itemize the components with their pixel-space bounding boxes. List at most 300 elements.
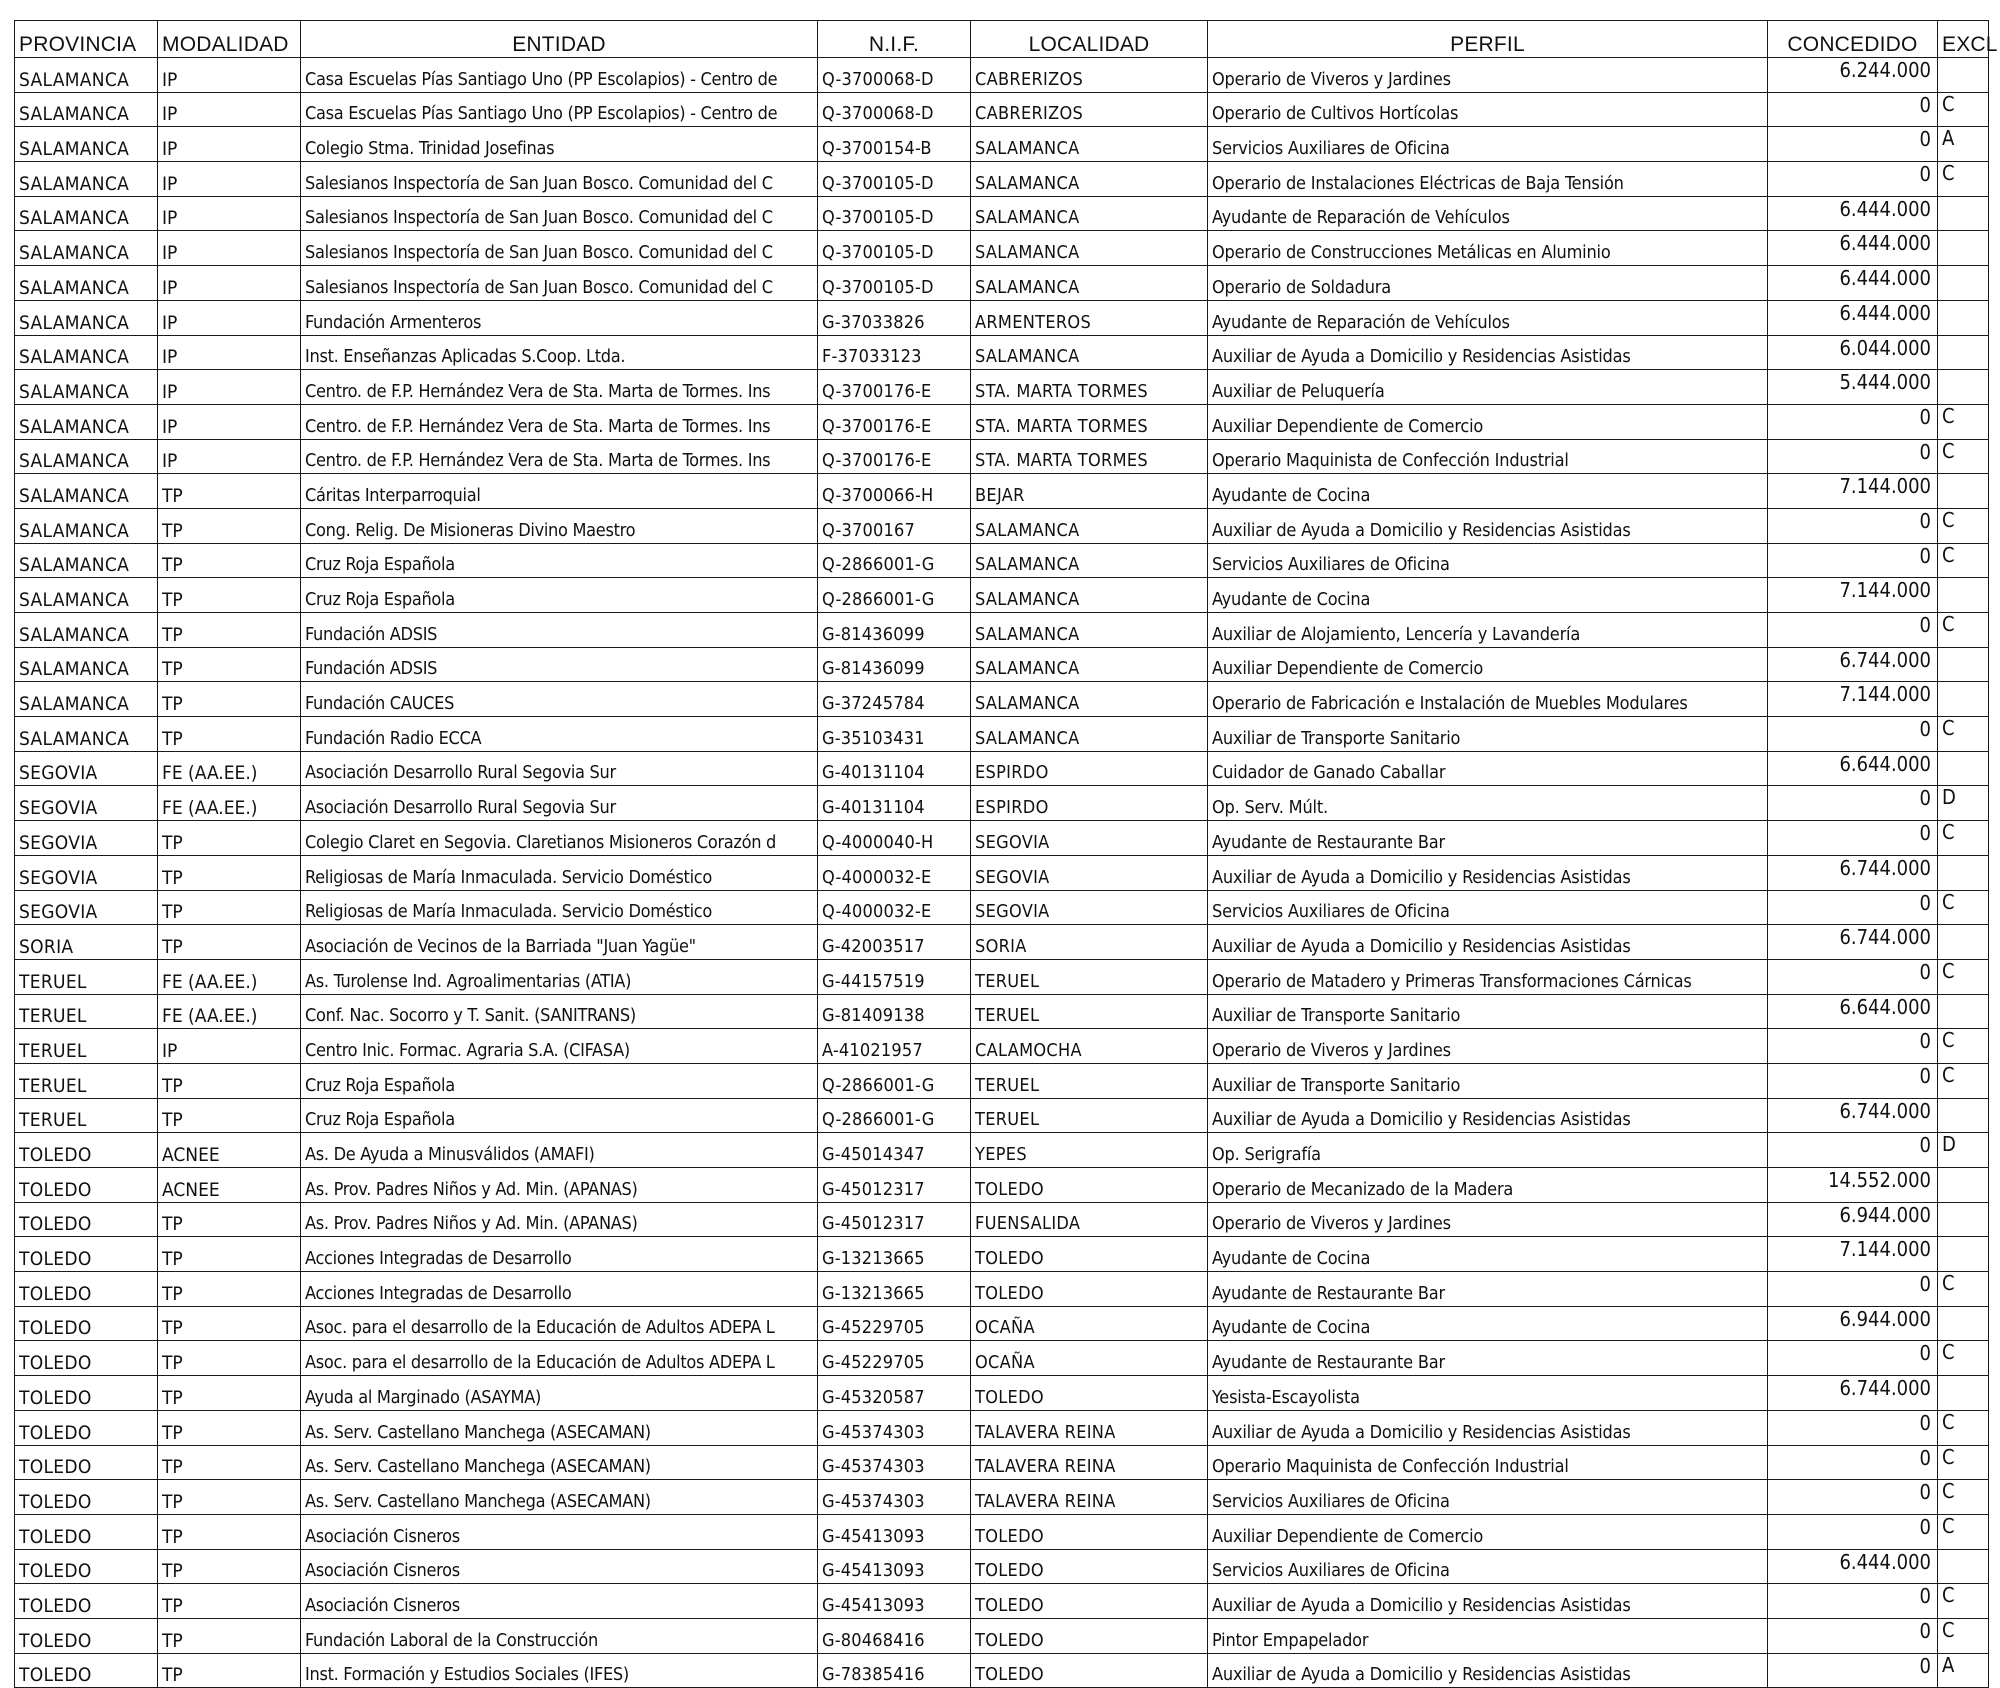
cell-provincia: TOLEDO <box>15 1341 158 1376</box>
cell-modalidad: TP <box>158 821 301 856</box>
cell-modalidad: TP <box>158 682 301 717</box>
cell-entidad: As. Prov. Padres Niños y Ad. Min. (APANAS) <box>301 1168 818 1203</box>
cell-nif: Q-3700066-H <box>818 474 971 509</box>
cell-concedido: 6.744.000 <box>1768 1376 1938 1411</box>
cell-perfil: Ayudante de Cocina <box>1208 474 1768 509</box>
cell-excl <box>1938 231 1989 266</box>
cell-concedido: 0 <box>1768 543 1938 578</box>
cell-perfil: Operario de Viveros y Jardines <box>1208 1202 1768 1237</box>
cell-provincia: SALAMANCA <box>15 300 158 335</box>
cell-perfil: Ayudante de Cocina <box>1208 1306 1768 1341</box>
cell-modalidad: TP <box>158 647 301 682</box>
cell-localidad: SALAMANCA <box>971 196 1208 231</box>
cell-localidad: ESPIRDO <box>971 751 1208 786</box>
table-row <box>15 231 1989 266</box>
cell-modalidad: TP <box>158 1618 301 1653</box>
cell-localidad: SALAMANCA <box>971 717 1208 752</box>
header-nif: N.I.F. <box>818 21 971 58</box>
cell-modalidad: IP <box>158 162 301 197</box>
cell-entidad: Religiosas de María Inmaculada. Servicio Doméstico <box>301 855 818 890</box>
cell-excl <box>1938 578 1989 613</box>
cell-nif: Q-3700167 <box>818 508 971 543</box>
cell-provincia: SALAMANCA <box>15 231 158 266</box>
cell-nif: Q-3700105-D <box>818 196 971 231</box>
table-row <box>15 1133 1989 1168</box>
cell-excl: C <box>1938 92 1989 127</box>
cell-localidad: OCAÑA <box>971 1341 1208 1376</box>
cell-concedido: 0 <box>1768 508 1938 543</box>
cell-nif: Q-2866001-G <box>818 578 971 613</box>
cell-concedido: 0 <box>1768 1063 1938 1098</box>
cell-modalidad: IP <box>158 370 301 405</box>
header-excl: EXCL <box>1938 21 1989 58</box>
cell-excl <box>1938 1202 1989 1237</box>
cell-provincia: SEGOVIA <box>15 751 158 786</box>
cell-entidad: Asociación Cisneros <box>301 1584 818 1619</box>
table-row <box>15 1306 1989 1341</box>
cell-localidad: YEPES <box>971 1133 1208 1168</box>
cell-entidad: Asoc. para el desarrollo de la Educación de Adultos ADEPA L <box>301 1306 818 1341</box>
cell-entidad: Ayuda al Marginado (ASAYMA) <box>301 1376 818 1411</box>
cell-provincia: TOLEDO <box>15 1549 158 1584</box>
header-localidad: LOCALIDAD <box>971 21 1208 58</box>
table-row <box>15 890 1989 925</box>
cell-excl: C <box>1938 1618 1989 1653</box>
cell-perfil: Ayudante de Cocina <box>1208 1237 1768 1272</box>
table-row <box>15 821 1989 856</box>
table-row <box>15 1168 1989 1203</box>
cell-modalidad: IP <box>158 1029 301 1064</box>
table-row <box>15 1376 1989 1411</box>
table-row <box>15 58 1989 93</box>
cell-localidad: OCAÑA <box>971 1306 1208 1341</box>
cell-modalidad: TP <box>158 925 301 960</box>
cell-perfil: Auxiliar de Ayuda a Domicilio y Residencias Asistidas <box>1208 925 1768 960</box>
cell-modalidad: IP <box>158 439 301 474</box>
cell-localidad: STA. MARTA TORMES <box>971 404 1208 439</box>
cell-localidad: STA. MARTA TORMES <box>971 439 1208 474</box>
cell-excl: C <box>1938 439 1989 474</box>
cell-nif: G-45374303 <box>818 1445 971 1480</box>
table-row <box>15 647 1989 682</box>
cell-modalidad: IP <box>158 231 301 266</box>
cell-provincia: SALAMANCA <box>15 370 158 405</box>
cell-localidad: SALAMANCA <box>971 508 1208 543</box>
cell-localidad: TOLEDO <box>971 1237 1208 1272</box>
cell-entidad: Acciones Integradas de Desarrollo <box>301 1237 818 1272</box>
cell-provincia: SEGOVIA <box>15 821 158 856</box>
cell-provincia: TOLEDO <box>15 1237 158 1272</box>
cell-excl <box>1938 300 1989 335</box>
cell-provincia: SEGOVIA <box>15 855 158 890</box>
cell-concedido: 0 <box>1768 821 1938 856</box>
cell-localidad: SALAMANCA <box>971 231 1208 266</box>
cell-provincia: SALAMANCA <box>15 682 158 717</box>
cell-entidad: Asociación Desarrollo Rural Segovia Sur <box>301 751 818 786</box>
cell-concedido: 6.444.000 <box>1768 300 1938 335</box>
table-row <box>15 1514 1989 1549</box>
table-row <box>15 751 1989 786</box>
cell-excl: C <box>1938 1584 1989 1619</box>
cell-concedido: 0 <box>1768 1618 1938 1653</box>
cell-concedido: 6.944.000 <box>1768 1306 1938 1341</box>
table-header <box>15 21 1998 58</box>
cell-entidad: Centro Inic. Formac. Agraria S.A. (CIFASA) <box>301 1029 818 1064</box>
cell-excl <box>1938 682 1989 717</box>
cell-localidad: TOLEDO <box>971 1514 1208 1549</box>
cell-nif: G-45413093 <box>818 1584 971 1619</box>
cell-modalidad: TP <box>158 1410 301 1445</box>
cell-modalidad: TP <box>158 1480 301 1515</box>
cell-modalidad: TP <box>158 1098 301 1133</box>
cell-modalidad: TP <box>158 1341 301 1376</box>
cell-modalidad: TP <box>158 1514 301 1549</box>
cell-nif: G-45012317 <box>818 1168 971 1203</box>
table-row <box>15 474 1989 509</box>
cell-provincia: SALAMANCA <box>15 162 158 197</box>
cell-excl <box>1938 370 1989 405</box>
cell-modalidad: IP <box>158 127 301 162</box>
table-row <box>15 508 1989 543</box>
cell-perfil: Servicios Auxiliares de Oficina <box>1208 1480 1768 1515</box>
cell-localidad: TALAVERA REINA <box>971 1410 1208 1445</box>
cell-localidad: BEJAR <box>971 474 1208 509</box>
cell-excl: C <box>1938 1445 1989 1480</box>
table-row <box>15 1618 1989 1653</box>
cell-nif: G-40131104 <box>818 751 971 786</box>
cell-perfil: Auxiliar Dependiente de Comercio <box>1208 404 1768 439</box>
cell-entidad: Salesianos Inspectoría de San Juan Bosco. Comunidad del C <box>301 196 818 231</box>
cell-nif: G-44157519 <box>818 959 971 994</box>
cell-nif: G-81409138 <box>818 994 971 1029</box>
cell-concedido: 0 <box>1768 1410 1938 1445</box>
cell-entidad: Asociación Cisneros <box>301 1549 818 1584</box>
cell-entidad: As. Serv. Castellano Manchega (ASECAMAN) <box>301 1410 818 1445</box>
cell-excl: C <box>1938 1480 1989 1515</box>
cell-nif: Q-3700105-D <box>818 231 971 266</box>
cell-provincia: SALAMANCA <box>15 127 158 162</box>
cell-concedido: 7.144.000 <box>1768 474 1938 509</box>
cell-localidad: TERUEL <box>971 1063 1208 1098</box>
cell-provincia: SALAMANCA <box>15 196 158 231</box>
cell-localidad: SALAMANCA <box>971 266 1208 301</box>
cell-entidad: Colegio Stma. Trinidad Josefinas <box>301 127 818 162</box>
cell-excl: C <box>1938 404 1989 439</box>
cell-nif: Q-3700068-D <box>818 92 971 127</box>
cell-concedido: 0 <box>1768 1480 1938 1515</box>
cell-provincia: TOLEDO <box>15 1306 158 1341</box>
cell-excl: C <box>1938 890 1989 925</box>
cell-excl <box>1938 1098 1989 1133</box>
cell-perfil: Operario de Viveros y Jardines <box>1208 58 1768 93</box>
cell-localidad: TOLEDO <box>971 1168 1208 1203</box>
cell-modalidad: IP <box>158 58 301 93</box>
cell-perfil: Auxiliar de Transporte Sanitario <box>1208 717 1768 752</box>
cell-excl: C <box>1938 1063 1989 1098</box>
cell-perfil: Yesista-Escayolista <box>1208 1376 1768 1411</box>
cell-modalidad: TP <box>158 1202 301 1237</box>
cell-nif: Q-3700176-E <box>818 370 971 405</box>
cell-localidad: SALAMANCA <box>971 543 1208 578</box>
cell-entidad: Salesianos Inspectoría de San Juan Bosco. Comunidad del C <box>301 231 818 266</box>
table-row <box>15 335 1989 370</box>
cell-modalidad: FE (AA.EE.) <box>158 751 301 786</box>
cell-provincia: SALAMANCA <box>15 508 158 543</box>
cell-nif: Q-4000040-H <box>818 821 971 856</box>
cell-localidad: TERUEL <box>971 959 1208 994</box>
cell-modalidad: ACNEE <box>158 1133 301 1168</box>
cell-nif: G-42003517 <box>818 925 971 960</box>
cell-modalidad: TP <box>158 1445 301 1480</box>
cell-localidad: SALAMANCA <box>971 613 1208 648</box>
cell-modalidad: FE (AA.EE.) <box>158 959 301 994</box>
cell-entidad: Fundación ADSIS <box>301 647 818 682</box>
cell-provincia: SALAMANCA <box>15 578 158 613</box>
cell-concedido: 6.444.000 <box>1768 1549 1938 1584</box>
cell-excl: C <box>1938 613 1989 648</box>
cell-concedido: 0 <box>1768 1445 1938 1480</box>
cell-provincia: SALAMANCA <box>15 613 158 648</box>
cell-modalidad: FE (AA.EE.) <box>158 994 301 1029</box>
cell-provincia: SALAMANCA <box>15 335 158 370</box>
cell-perfil: Ayudante de Cocina <box>1208 578 1768 613</box>
cell-localidad: SALAMANCA <box>971 578 1208 613</box>
cell-entidad: Cruz Roja Española <box>301 1063 818 1098</box>
cell-nif: G-45413093 <box>818 1514 971 1549</box>
cell-provincia: SALAMANCA <box>15 92 158 127</box>
cell-provincia: TOLEDO <box>15 1514 158 1549</box>
table-row <box>15 1202 1989 1237</box>
cell-nif: G-81436099 <box>818 613 971 648</box>
cell-perfil: Ayudante de Restaurante Bar <box>1208 1341 1768 1376</box>
cell-entidad: Fundación Armenteros <box>301 300 818 335</box>
cell-excl: D <box>1938 1133 1989 1168</box>
cell-nif: G-45012317 <box>818 1202 971 1237</box>
cell-localidad: ESPIRDO <box>971 786 1208 821</box>
cell-excl: C <box>1938 1514 1989 1549</box>
cell-concedido: 0 <box>1768 786 1938 821</box>
cell-modalidad: TP <box>158 1272 301 1307</box>
cell-localidad: TALAVERA REINA <box>971 1445 1208 1480</box>
cell-nif: G-40131104 <box>818 786 971 821</box>
cell-localidad: SALAMANCA <box>971 682 1208 717</box>
header-provincia: PROVINCIA <box>15 21 158 58</box>
cell-excl <box>1938 335 1989 370</box>
cell-provincia: TOLEDO <box>15 1168 158 1203</box>
cell-perfil: Auxiliar Dependiente de Comercio <box>1208 1514 1768 1549</box>
cell-excl: C <box>1938 821 1989 856</box>
cell-perfil: Operario Maquinista de Confección Industrial <box>1208 439 1768 474</box>
cell-modalidad: TP <box>158 855 301 890</box>
cell-localidad: FUENSALIDA <box>971 1202 1208 1237</box>
cell-nif: Q-4000032-E <box>818 855 971 890</box>
cell-concedido: 6.444.000 <box>1768 231 1938 266</box>
cell-entidad: As. De Ayuda a Minusválidos (AMAFI) <box>301 1133 818 1168</box>
cell-concedido: 6.644.000 <box>1768 994 1938 1029</box>
cell-entidad: As. Turolense Ind. Agroalimentarias (ATIA) <box>301 959 818 994</box>
cell-provincia: TOLEDO <box>15 1584 158 1619</box>
cell-provincia: SALAMANCA <box>15 404 158 439</box>
cell-modalidad: TP <box>158 578 301 613</box>
header-entidad: ENTIDAD <box>301 21 818 58</box>
cell-provincia: TERUEL <box>15 1029 158 1064</box>
cell-localidad: SALAMANCA <box>971 162 1208 197</box>
cell-localidad: SORIA <box>971 925 1208 960</box>
cell-perfil: Auxiliar de Ayuda a Domicilio y Residencias Asistidas <box>1208 855 1768 890</box>
cell-localidad: TOLEDO <box>971 1584 1208 1619</box>
cell-localidad: CALAMOCHA <box>971 1029 1208 1064</box>
cell-localidad: TERUEL <box>971 994 1208 1029</box>
cell-nif: A-41021957 <box>818 1029 971 1064</box>
cell-perfil: Auxiliar de Ayuda a Domicilio y Residencias Asistidas <box>1208 1410 1768 1445</box>
cell-modalidad: TP <box>158 613 301 648</box>
cell-excl: C <box>1938 1029 1989 1064</box>
cell-nif: Q-2866001-G <box>818 1063 971 1098</box>
cell-entidad: Asociación Desarrollo Rural Segovia Sur <box>301 786 818 821</box>
cell-entidad: Salesianos Inspectoría de San Juan Bosco. Comunidad del C <box>301 162 818 197</box>
cell-nif: G-35103431 <box>818 717 971 752</box>
cell-excl <box>1938 1168 1989 1203</box>
cell-provincia: TERUEL <box>15 959 158 994</box>
cell-concedido: 0 <box>1768 1341 1938 1376</box>
cell-modalidad: TP <box>158 1653 301 1688</box>
cell-modalidad: TP <box>158 474 301 509</box>
cell-perfil: Operario de Matadero y Primeras Transformaciones Cárnicas <box>1208 959 1768 994</box>
cell-entidad: Cruz Roja Española <box>301 1098 818 1133</box>
cell-entidad: Conf. Nac. Socorro y T. Sanit. (SANITRANS) <box>301 994 818 1029</box>
cell-entidad: As. Serv. Castellano Manchega (ASECAMAN) <box>301 1480 818 1515</box>
cell-entidad: Inst. Formación y Estudios Sociales (IFES) <box>301 1653 818 1688</box>
cell-perfil: Operario Maquinista de Confección Industrial <box>1208 1445 1768 1480</box>
cell-nif: Q-3700068-D <box>818 58 971 93</box>
cell-provincia: TOLEDO <box>15 1410 158 1445</box>
cell-modalidad: IP <box>158 196 301 231</box>
cell-modalidad: IP <box>158 404 301 439</box>
cell-excl: C <box>1938 717 1989 752</box>
cell-modalidad: TP <box>158 1376 301 1411</box>
cell-excl <box>1938 1549 1989 1584</box>
cell-concedido: 0 <box>1768 717 1938 752</box>
table-row <box>15 855 1989 890</box>
cell-provincia: SALAMANCA <box>15 266 158 301</box>
cell-localidad: CABRERIZOS <box>971 92 1208 127</box>
cell-provincia: SEGOVIA <box>15 786 158 821</box>
cell-provincia: TOLEDO <box>15 1480 158 1515</box>
cell-perfil: Servicios Auxiliares de Oficina <box>1208 1549 1768 1584</box>
cell-localidad: STA. MARTA TORMES <box>971 370 1208 405</box>
cell-nif: G-45014347 <box>818 1133 971 1168</box>
cell-modalidad: IP <box>158 92 301 127</box>
cell-concedido: 0 <box>1768 1514 1938 1549</box>
cell-perfil: Ayudante de Reparación de Vehículos <box>1208 300 1768 335</box>
cell-provincia: TOLEDO <box>15 1653 158 1688</box>
cell-nif: Q-3700154-B <box>818 127 971 162</box>
cell-modalidad: TP <box>158 1549 301 1584</box>
table-row <box>15 404 1989 439</box>
cell-entidad: Casa Escuelas Pías Santiago Uno (PP Escolapios) - Centro de <box>301 92 818 127</box>
cell-modalidad: IP <box>158 335 301 370</box>
cell-modalidad: TP <box>158 890 301 925</box>
table-row <box>15 1410 1989 1445</box>
cell-provincia: SALAMANCA <box>15 58 158 93</box>
cell-excl <box>1938 1237 1989 1272</box>
cell-entidad: Cong. Relig. De Misioneras Divino Maestro <box>301 508 818 543</box>
cell-nif: G-37245784 <box>818 682 971 717</box>
cell-entidad: Fundación CAUCES <box>301 682 818 717</box>
cell-entidad: Asoc. para el desarrollo de la Educación de Adultos ADEPA L <box>301 1341 818 1376</box>
cell-entidad: Fundación Radio ECCA <box>301 717 818 752</box>
cell-concedido: 6.744.000 <box>1768 925 1938 960</box>
cell-localidad: SEGOVIA <box>971 890 1208 925</box>
cell-provincia: TOLEDO <box>15 1618 158 1653</box>
cell-localidad: CABRERIZOS <box>971 58 1208 93</box>
table-row <box>15 578 1989 613</box>
cell-nif: Q-2866001-G <box>818 1098 971 1133</box>
cell-localidad: SALAMANCA <box>971 335 1208 370</box>
table-row <box>15 613 1989 648</box>
cell-excl: C <box>1938 959 1989 994</box>
table-row <box>15 300 1989 335</box>
cell-provincia: SALAMANCA <box>15 543 158 578</box>
cell-entidad: Centro. de F.P. Hernández Vera de Sta. Marta de Tormes. Ins <box>301 404 818 439</box>
cell-perfil: Operario de Viveros y Jardines <box>1208 1029 1768 1064</box>
cell-modalidad: TP <box>158 543 301 578</box>
cell-excl: C <box>1938 508 1989 543</box>
cell-excl <box>1938 855 1989 890</box>
cell-nif: G-45229705 <box>818 1341 971 1376</box>
cell-localidad: SALAMANCA <box>971 127 1208 162</box>
table-row <box>15 92 1989 127</box>
cell-modalidad: IP <box>158 300 301 335</box>
cell-concedido: 0 <box>1768 613 1938 648</box>
cell-entidad: Cruz Roja Española <box>301 543 818 578</box>
cell-entidad: Inst. Enseñanzas Aplicadas S.Coop. Ltda. <box>301 335 818 370</box>
cell-localidad: SALAMANCA <box>971 647 1208 682</box>
cell-concedido: 5.444.000 <box>1768 370 1938 405</box>
cell-nif: Q-3700105-D <box>818 162 971 197</box>
cell-entidad: Cáritas Interparroquial <box>301 474 818 509</box>
table-row <box>15 439 1989 474</box>
cell-excl: C <box>1938 1272 1989 1307</box>
cell-excl: C <box>1938 162 1989 197</box>
grants-table <box>14 20 1998 1688</box>
cell-provincia: TERUEL <box>15 1063 158 1098</box>
cell-provincia: TOLEDO <box>15 1272 158 1307</box>
cell-entidad: Religiosas de María Inmaculada. Servicio Doméstico <box>301 890 818 925</box>
cell-nif: G-45229705 <box>818 1306 971 1341</box>
cell-concedido: 0 <box>1768 959 1938 994</box>
cell-concedido: 0 <box>1768 127 1938 162</box>
cell-nif: Q-3700176-E <box>818 404 971 439</box>
table-row <box>15 1341 1989 1376</box>
cell-perfil: Servicios Auxiliares de Oficina <box>1208 127 1768 162</box>
cell-nif: F-37033123 <box>818 335 971 370</box>
cell-perfil: Auxiliar de Ayuda a Domicilio y Residencias Asistidas <box>1208 335 1768 370</box>
cell-concedido: 6.044.000 <box>1768 335 1938 370</box>
cell-excl: C <box>1938 1341 1989 1376</box>
header-row <box>15 21 1989 58</box>
cell-excl <box>1938 925 1989 960</box>
cell-perfil: Servicios Auxiliares de Oficina <box>1208 543 1768 578</box>
table-row <box>15 1237 1989 1272</box>
table-row <box>15 543 1989 578</box>
cell-provincia: SALAMANCA <box>15 474 158 509</box>
cell-concedido: 6.744.000 <box>1768 855 1938 890</box>
table-row <box>15 196 1989 231</box>
cell-provincia: SORIA <box>15 925 158 960</box>
table-row <box>15 1584 1989 1619</box>
cell-perfil: Auxiliar de Ayuda a Domicilio y Residencias Asistidas <box>1208 1653 1768 1688</box>
